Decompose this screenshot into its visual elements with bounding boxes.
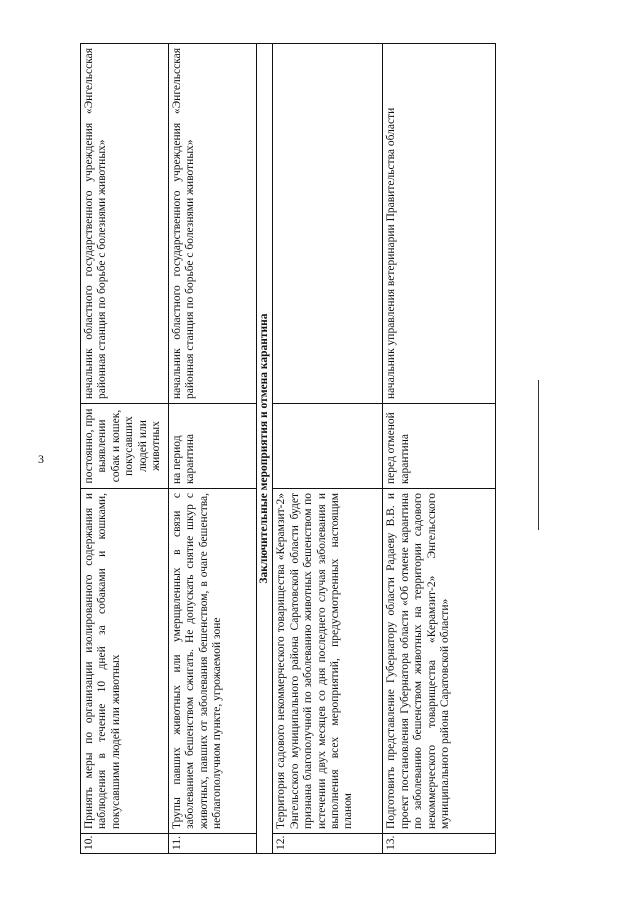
measure-cell: Трупы павших животных или умерщвленных в связи с заболеванием бешенством сжигать. Не допускать снятие шкур с животных, павших от заболевания бешенством, в очаге бешенства, неблагополучном пункте, угрожаемой зоне xyxy=(169,489,257,834)
responsible-cell: начальник управления ветеринарии Правительства области xyxy=(383,44,496,404)
section-header-row xyxy=(257,44,273,854)
responsible-cell xyxy=(273,44,383,404)
table-row xyxy=(273,44,383,854)
responsible-cell: начальник областного государственного учреждения «Энгельсская районная станция по борьбе с болезнями животных» xyxy=(81,44,169,404)
term-cell: постоянно, при выявлении собак и кошек, покусавших людей или животных xyxy=(81,404,169,489)
page-number: 3 xyxy=(38,452,44,466)
responsible-cell: начальник областного государственного учреждения «Энгельсская районная станция по борьбе с болезнями животных» xyxy=(169,44,257,404)
row-number: 10. xyxy=(81,834,169,854)
margin-line xyxy=(538,380,539,530)
row-number: 11. xyxy=(169,834,257,854)
rotated-table-wrapper xyxy=(80,44,495,854)
term-cell: на период карантина xyxy=(169,404,257,489)
term-cell: перед отменой карантина xyxy=(383,404,496,489)
measure-cell: Территория садового некоммерческого товарищества «Керамзит-2» Энгельсского муниципального района Саратовской области будет признана благополучной по заболеванию животных бешенством по истечении двух месяцев со дня последнего случая заболевания и выполнения всех мероприятий, предусмотренных настоящим планом xyxy=(273,489,383,834)
measures-table xyxy=(80,43,496,854)
table-row xyxy=(383,44,496,854)
table-row xyxy=(81,44,169,854)
document-table-area xyxy=(80,44,495,854)
term-cell xyxy=(273,404,383,489)
measure-cell: Подготовить представление Губернатору области Радаеву В.В. и проект постановления Губернатора области «Об отмене карантина по заболеванию бешенством животных на территории садового некоммерческого товарищества «Керамзит-2» Энгельсского муниципального района Саратовской области» xyxy=(383,489,496,834)
section-title: Заключительные мероприятия и отмена карантина xyxy=(257,44,273,854)
table-row xyxy=(169,44,257,854)
row-number: 13. xyxy=(383,834,496,854)
row-number: 12. xyxy=(273,834,383,854)
measure-cell: Принять меры по организации изолированного содержания и наблюдения в течение 10 дней за собаками и кошками, покусавшими людей или животных xyxy=(81,489,169,834)
